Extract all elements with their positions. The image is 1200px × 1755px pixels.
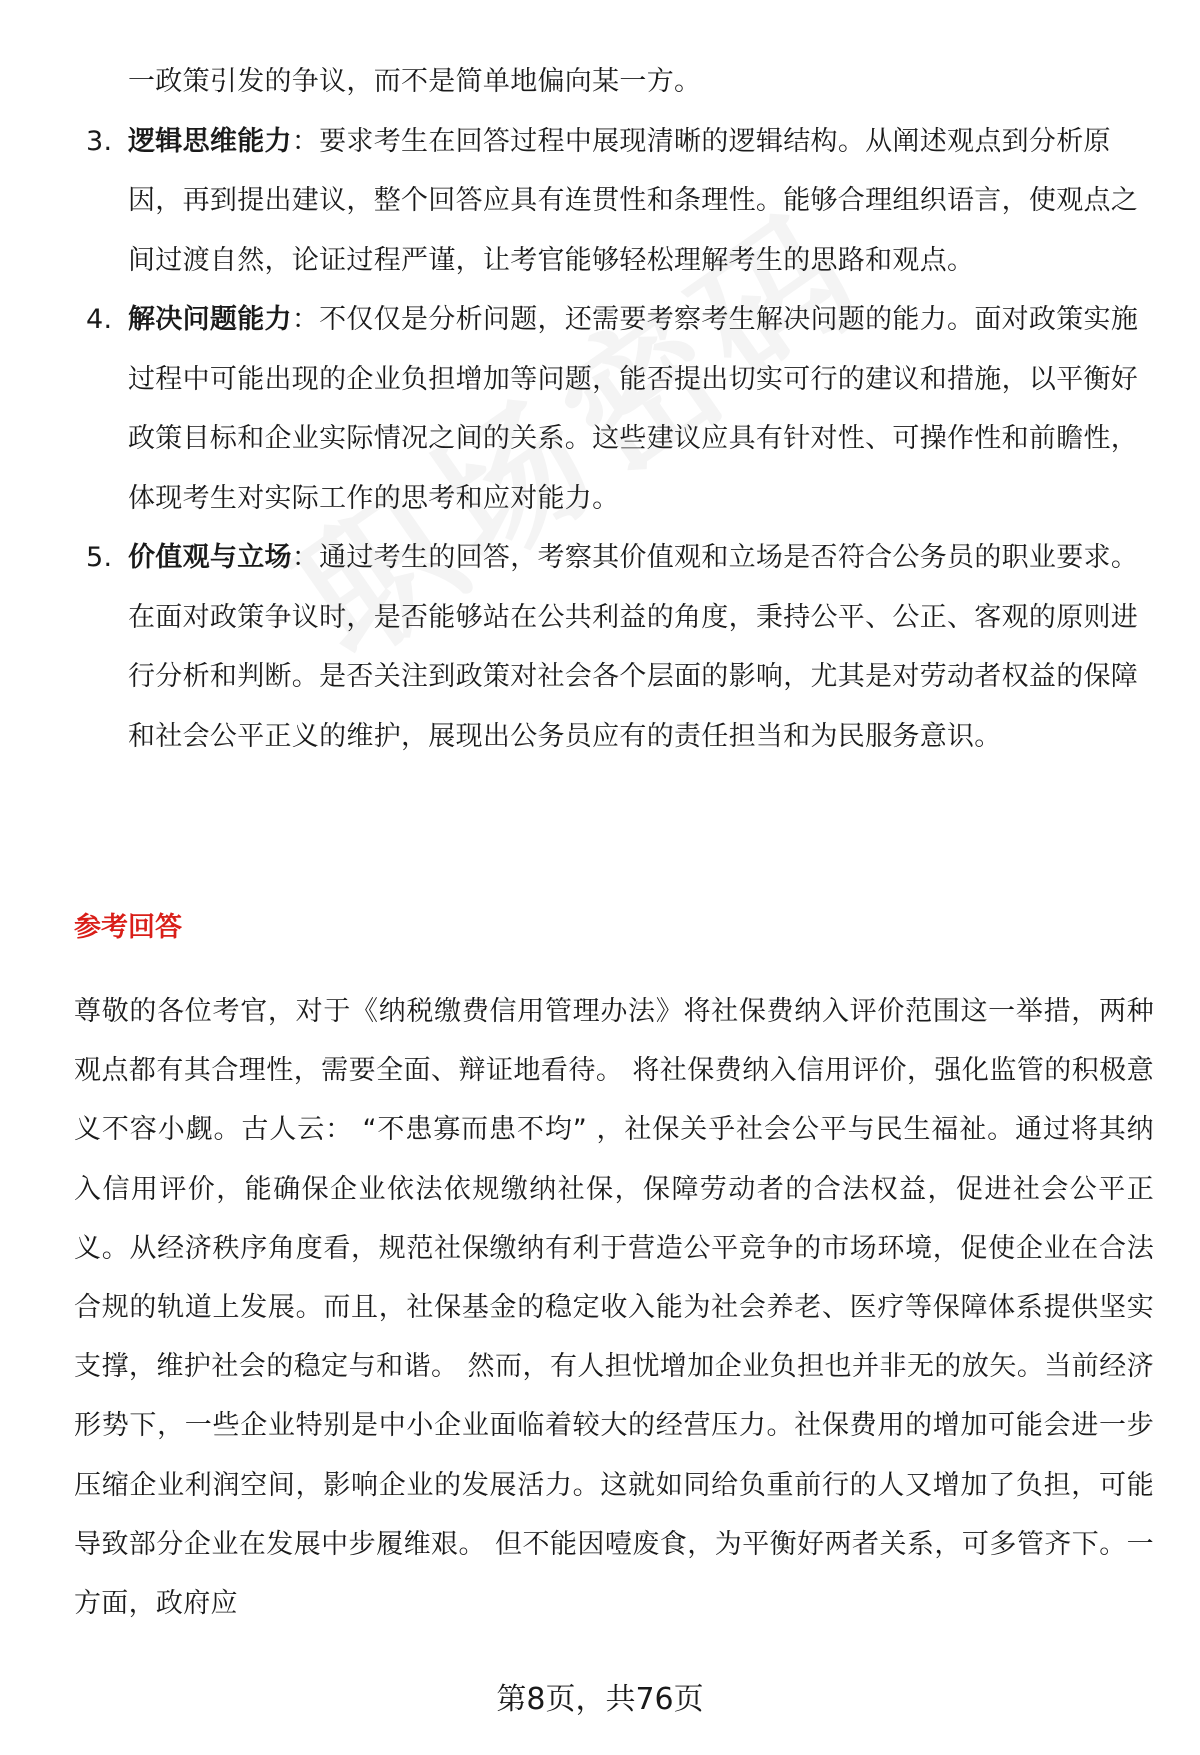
list-item <box>0 528 1146 766</box>
list-number: 3. <box>86 125 113 157</box>
term-separator: ： <box>291 304 320 335</box>
list-item-continuation <box>0 52 1146 112</box>
list-item <box>0 112 1146 291</box>
criteria-list <box>0 52 1200 766</box>
section-title: 参考回答 <box>74 912 182 943</box>
list-item <box>0 290 1146 528</box>
criterion-text: 不仅仅是分析问题，还需要考察考生解决问题的能力。面对政策实施过程中可能出现的企业负担增加等问题，能否提出切实可行的建议和措施，以平衡好政策目标和企业实际情况之间的关系。这些建议应具有针对性、可操作性和前瞻性，体现考生对实际工作的思考和应对能力。 <box>128 304 1139 514</box>
term-separator: ： <box>291 125 320 157</box>
criterion-term: 逻辑思维能力 <box>128 125 292 157</box>
criterion-text: 通过考生的回答，考察其价值观和立场是否符合公务员的职业要求。在面对政策争议时，是否能够站在公共利益的角度，秉持公平、公正、客观的原则进行分析和判断。是否关注到政策对社会各个层面的影响，尤其是对劳动者权益的保障和社会公平正义的维护，展现出公务员应有的责任担当和为民服务意识。 <box>128 542 1139 752</box>
page-number: 第8页，共76页 <box>496 1682 704 1717</box>
criterion-term: 价值观与立场 <box>128 542 292 573</box>
list-number: 5. <box>86 542 113 573</box>
continuation-text: 一政策引发的争议，而不是简单地偏向某一方。 <box>128 66 702 97</box>
term-separator: ： <box>291 542 320 573</box>
criterion-text: 要求考生在回答过程中展现清晰的逻辑结构。从阐述观点到分析原因，再到提出建议，整个回答应具有连贯性和条理性。能够合理组织语言，使观点之间过渡自然，论证过程严谨，让考官能够轻松理解考生的思路和观点。 <box>128 125 1139 276</box>
list-number: 4. <box>86 304 113 335</box>
criterion-term: 解决问题能力 <box>128 304 292 335</box>
answer-paragraph: 尊敬的各位考官，对于《纳税缴费信用管理办法》将社保费纳入评价范围这一举措，两种观点都有其合理性，需要全面、辩证地看待。 将社保费纳入信用评价，强化监管的积极意义不容小觑。古人云： “不患寡而患不均” ，社保关乎社会公平与民生福祉。通过将其纳入信用评价，能确保企业依法依规缴纳社保，保障劳动者的合法权益，促进社会公平正义。从经济秩序角度看，规范社保缴纳有利于营造公平竞争的市场环境，促使企业在合法合规的轨道上发展。而且，社保基金的稳定收入能为社会养老、医疗等保障体系提供坚实支撑，维护社会的稳定与和谐。 然而，有人担忧增加企业负担也并非无的放矢。当前经济形势下，一些企业特别是中小企业面临着较大的经营压力。社保费用的增加可能会进一步压缩企业利润空间，影响企业的发展活力。这就如同给负重前行的人又增加了负担，可能导致部分企业在发展中步履维艰。 但不能因噎废食，为平衡好两者关系，可多管齐下。一方面，政府应 <box>74 996 1154 1620</box>
